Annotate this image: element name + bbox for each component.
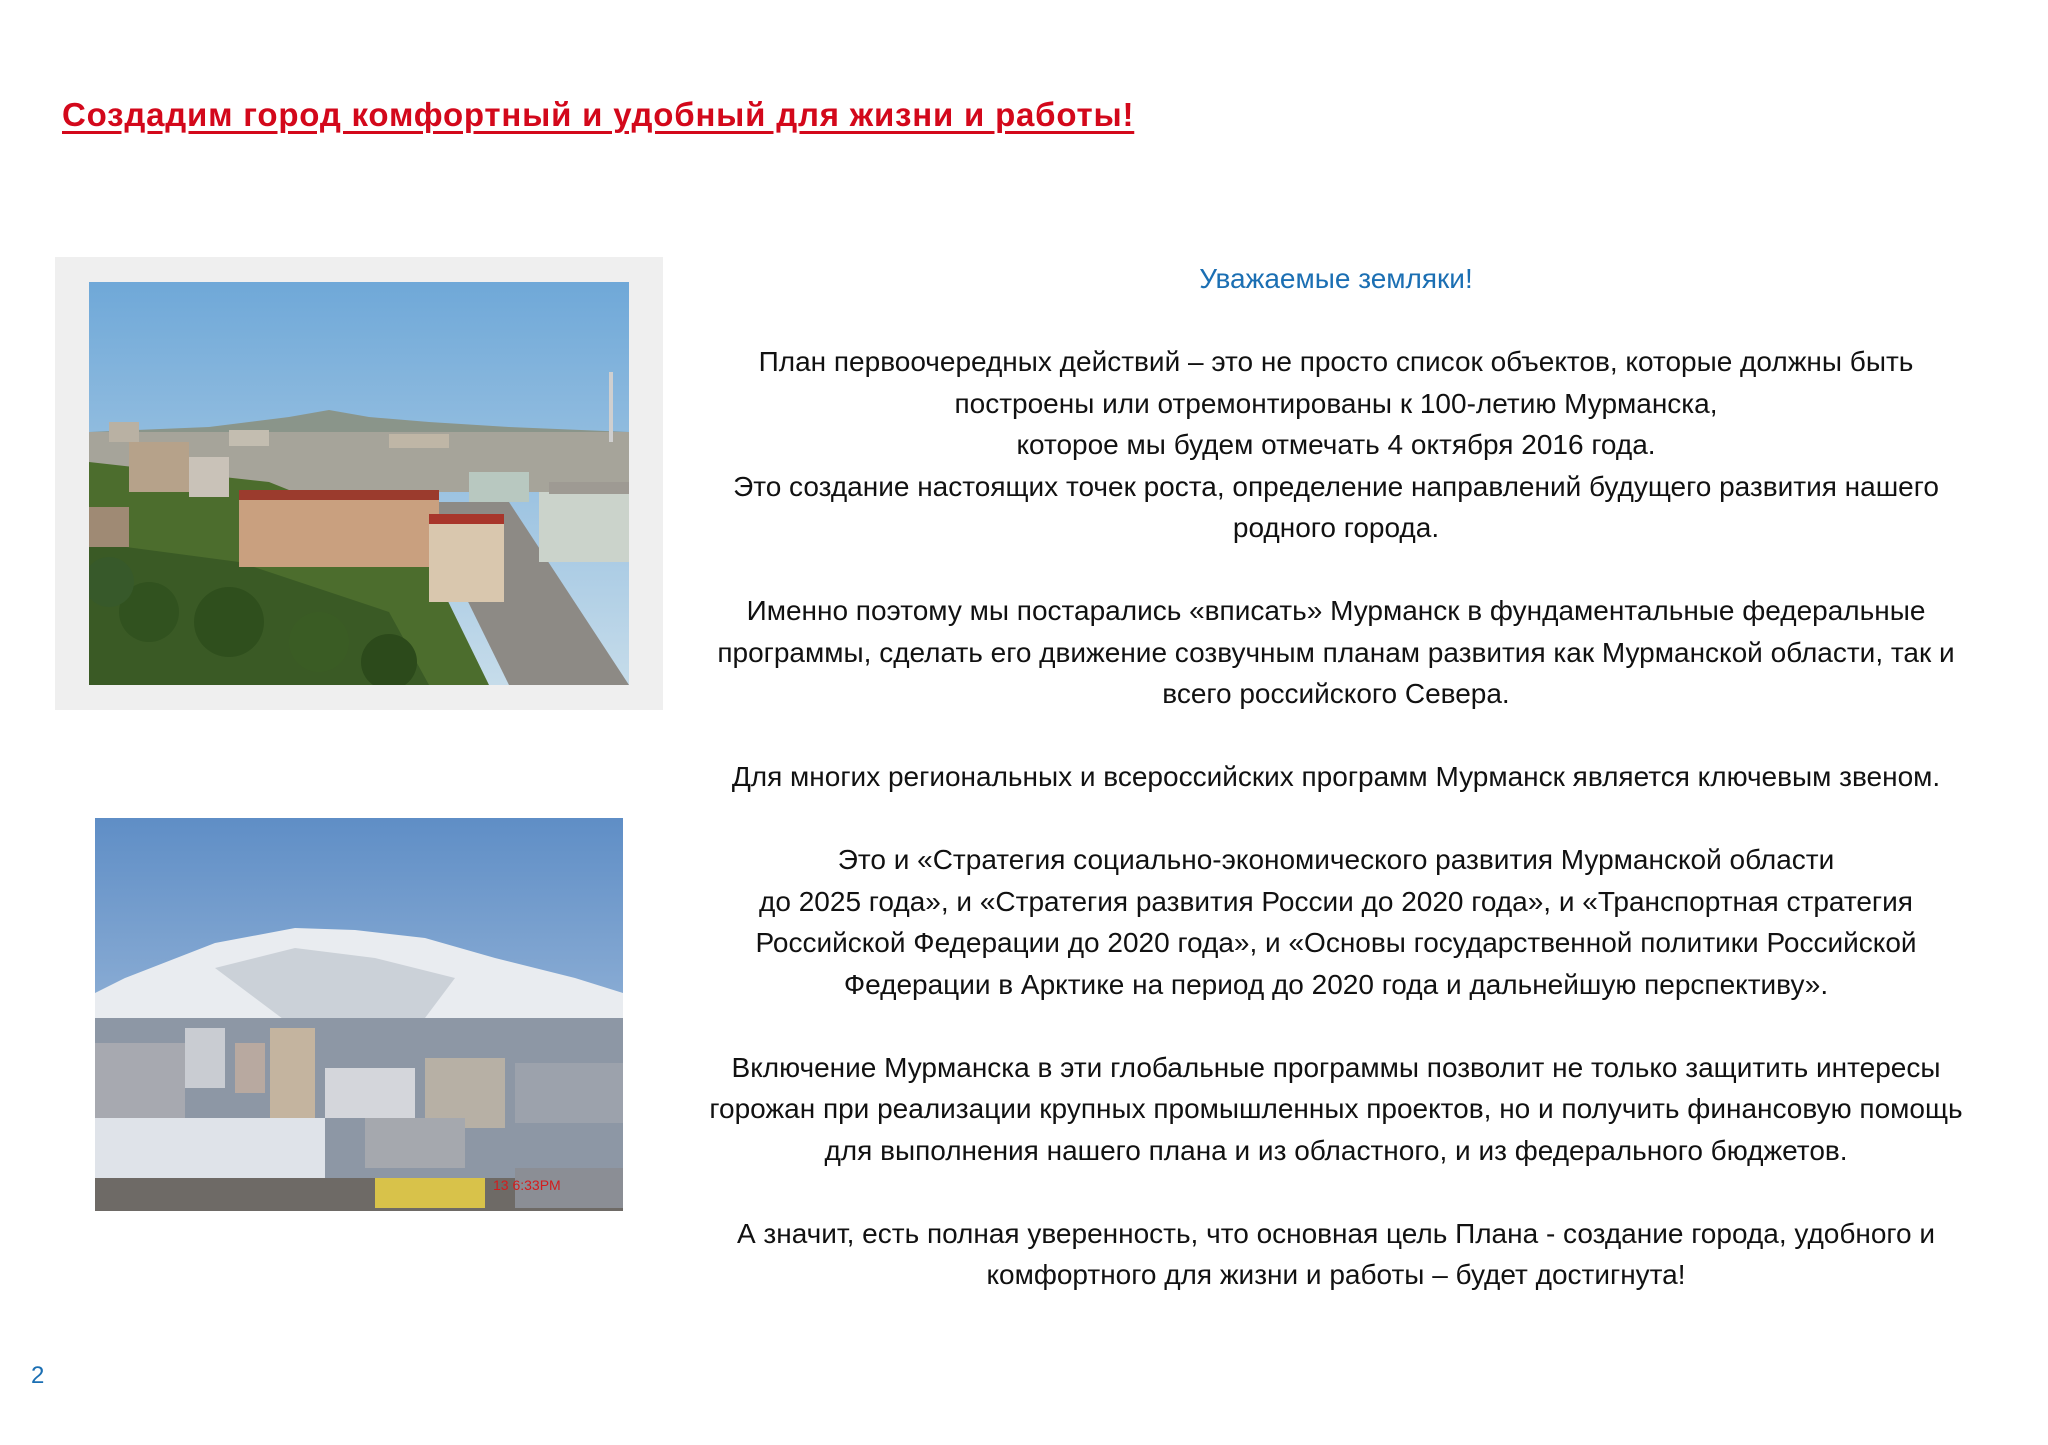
paragraph-5: Включение Мурманска в эти глобальные программы позволит не только защитить интересы горожан при реализации крупных промышленных проектов, но и получить финансовую помощь для выполнения нашего плана и из областного, и из федерального бюджетов.: [709, 1051, 1963, 1166]
summer-city-photo: [89, 282, 629, 685]
winter-city-photo: [95, 818, 623, 1211]
letter-text: [686, 258, 1986, 1337]
page-title: Создадим город комфортный и удобный для жизни и работы!: [62, 96, 1135, 133]
page-number: 2: [31, 1362, 45, 1389]
paragraph-6: А значит, есть полная уверенность, что основная цель Плана - создание города, удобного и комфортного для жизни и работы – будет достигнута!: [736, 1217, 1936, 1290]
paragraph-3: Для многих региональных и всероссийских программ Мурманск является ключевым звеном.: [731, 761, 1941, 792]
paragraph-2: Именно поэтому мы постарались «вписать» Мурманск в фундаментальные федеральные программы, сделать его движение созвучным планам развития как Мурманской области, так и всего российского Севера.: [717, 595, 1955, 709]
paragraph-1: План первоочередных действий – это не просто список объектов, которые должны быть построены или отремонтированы к 100-летию Мурманска, которое мы будем отмечать 4 октября 2016 года. Это создание настоящих точек роста, определение направлений будущего развития нашего родного города.: [733, 346, 1939, 543]
paragraph-4: Это и «Стратегия социально-экономического развития Мурманской области до 2025 года», и «Стратегия развития России до 2020 года», и «Транспортная стратегия Российской Федерации до 2020 года», и «Основы государственной политики Российской Федерации в Арктике на период до 2020 года и дальнейшую перспективу».: [755, 844, 1917, 1000]
photo-timestamp: 13 6:33PM: [493, 1177, 561, 1193]
greeting: Уважаемые земляки!: [1199, 263, 1473, 294]
